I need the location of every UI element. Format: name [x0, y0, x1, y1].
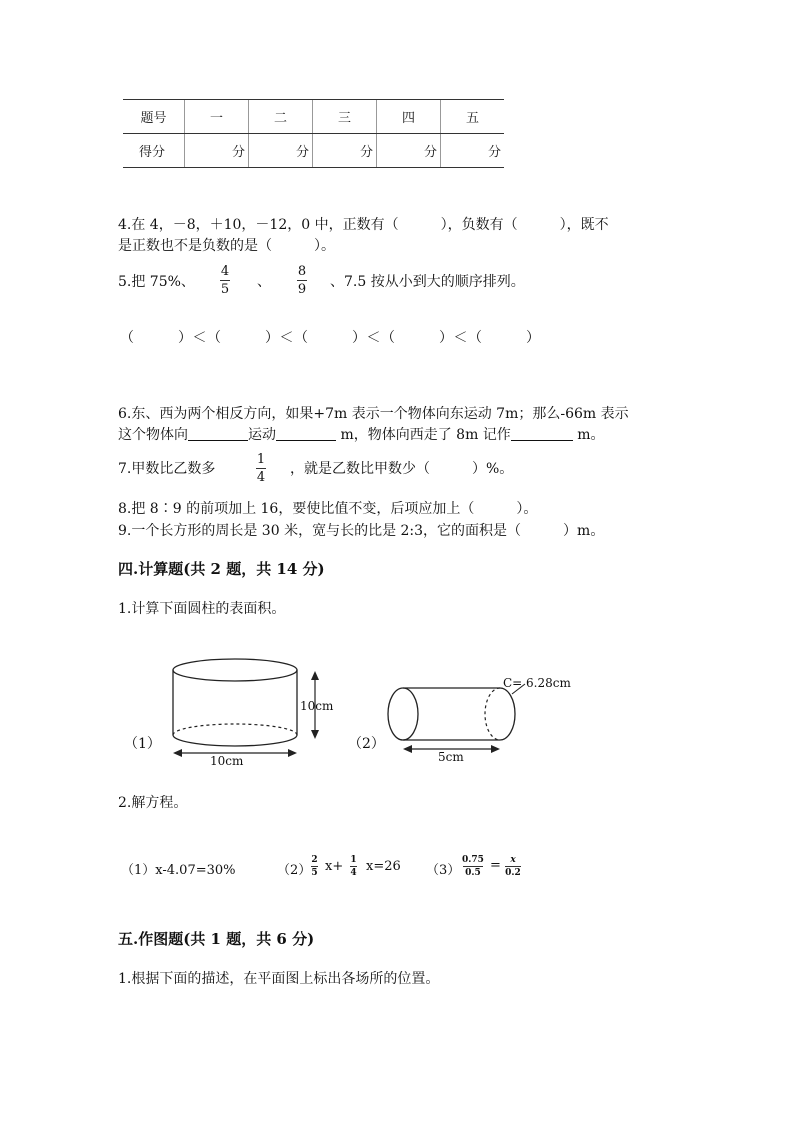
fraction-1-4	[256, 452, 266, 485]
fraction-4-5	[220, 264, 230, 297]
fraction-denominator: 0.5	[465, 868, 481, 878]
equation-3-equals: =	[490, 858, 501, 873]
fraction-numerator: 1	[350, 855, 357, 865]
cylinder-1-width-label: 10cm	[210, 754, 244, 768]
fraction-x-0.2	[505, 855, 521, 878]
question-5-prefix: 5.把 75%、	[118, 274, 195, 290]
section-4-question-2: 2.解方程。	[118, 795, 188, 811]
score-table-score-row	[123, 134, 504, 168]
equation-2-middle: x+	[325, 859, 344, 874]
question-6-text-c: m，物体向西走了 8m 记作	[336, 427, 511, 443]
fraction-1-4-small	[350, 855, 357, 878]
table-cell: 一	[185, 100, 249, 134]
table-cell: 分	[313, 134, 377, 168]
fraction-8-9	[297, 264, 307, 297]
cylinder-2-circumference-label: C= 6.28cm	[503, 676, 571, 690]
fraction-bar	[256, 468, 266, 469]
fraction-denominator: 9	[297, 282, 307, 297]
fraction-bar	[297, 280, 307, 281]
question-4-line-2: 是正数也不是负数的是（ ）。	[118, 238, 335, 254]
figure-2-label: （2）	[348, 736, 385, 752]
fraction-denominator: 5	[311, 868, 318, 878]
equation-3-label: （3）	[426, 863, 461, 878]
table-cell: 题号	[123, 100, 185, 134]
table-cell: 分	[249, 134, 313, 168]
cylinder-1-height-label: 10cm	[300, 699, 334, 713]
question-4-line-1: 4.在 4，－8，＋10，－12，0 中，正数有（ ），负数有（ ），既不	[118, 217, 609, 233]
fraction-numerator: 1	[256, 452, 266, 467]
table-cell: 三	[313, 100, 377, 134]
question-8: 8.把 8∶9 的前项加上 16，要使比值不变，后项应加上（ ）。	[118, 501, 538, 517]
equation-2-label: （2）	[277, 863, 312, 878]
fraction-bar	[463, 866, 483, 867]
fraction-numerator: 0.75	[462, 855, 484, 865]
question-6-line-2	[118, 424, 605, 444]
fraction-bar	[350, 866, 357, 867]
fraction-bar	[505, 866, 521, 867]
question-5-separator: 、	[257, 274, 271, 290]
question-6-line-1: 6.东、西为两个相反方向，如果+7m 表示一个物体向东运动 7m；那么-66m 表示	[118, 406, 629, 422]
table-cell: 分	[441, 134, 505, 168]
question-9: 9.一个长方形的周长是 30 米，宽与长的比是 2:3，它的面积是（ ）m。	[118, 523, 605, 539]
fraction-2-5	[311, 855, 318, 878]
section-4-question-1: 1.计算下面圆柱的表面积。	[118, 601, 286, 617]
cylinder-2-length-label: 5cm	[438, 750, 464, 764]
table-cell: 五	[441, 100, 505, 134]
table-cell: 二	[249, 100, 313, 134]
score-table	[123, 99, 504, 168]
question-7-suffix: ，就是乙数比甲数少（ ）%。	[290, 461, 514, 477]
equation-1: （1）x-4.07=30%	[121, 863, 236, 878]
answer-blank	[188, 426, 248, 441]
fraction-numerator: 2	[311, 855, 318, 865]
question-5-suffix: 、7.5 按从小到大的顺序排列。	[330, 274, 525, 290]
table-cell: 四	[377, 100, 441, 134]
fraction-numerator: 4	[220, 264, 230, 279]
equation-2-end: x=26	[366, 859, 401, 874]
question-7-prefix: 7.甲数比乙数多	[118, 461, 216, 477]
fraction-numerator: x	[510, 855, 516, 865]
table-cell: 分	[185, 134, 249, 168]
table-cell: 得分	[123, 134, 185, 168]
fraction-bar	[220, 280, 230, 281]
fraction-numerator: 8	[297, 264, 307, 279]
table-cell: 分	[377, 134, 441, 168]
question-6-text-a: 这个物体向	[118, 427, 188, 443]
fraction-0.75-0.5	[462, 855, 484, 878]
section-5-question-1: 1.根据下面的描述，在平面图上标出各场所的位置。	[118, 971, 440, 987]
fraction-denominator: 4	[256, 470, 266, 485]
figure-1-label: （1）	[124, 736, 161, 752]
question-5-answer-blanks: （ ）＜（ ）＜（ ）＜（ ）＜（ ）	[120, 330, 541, 346]
fraction-denominator: 0.2	[505, 868, 521, 878]
fraction-denominator: 4	[350, 868, 357, 878]
question-6-text-b: 运动	[248, 427, 276, 443]
answer-blank	[276, 426, 336, 441]
section-4-heading: 四.计算题(共 2 题，共 14 分)	[118, 560, 325, 578]
answer-blank	[511, 426, 573, 441]
fraction-denominator: 5	[220, 282, 230, 297]
fraction-bar	[311, 866, 318, 867]
section-5-heading: 五.作图题(共 1 题，共 6 分)	[118, 930, 315, 948]
score-table-header-row	[123, 100, 504, 134]
question-6-text-d: m。	[572, 427, 605, 443]
